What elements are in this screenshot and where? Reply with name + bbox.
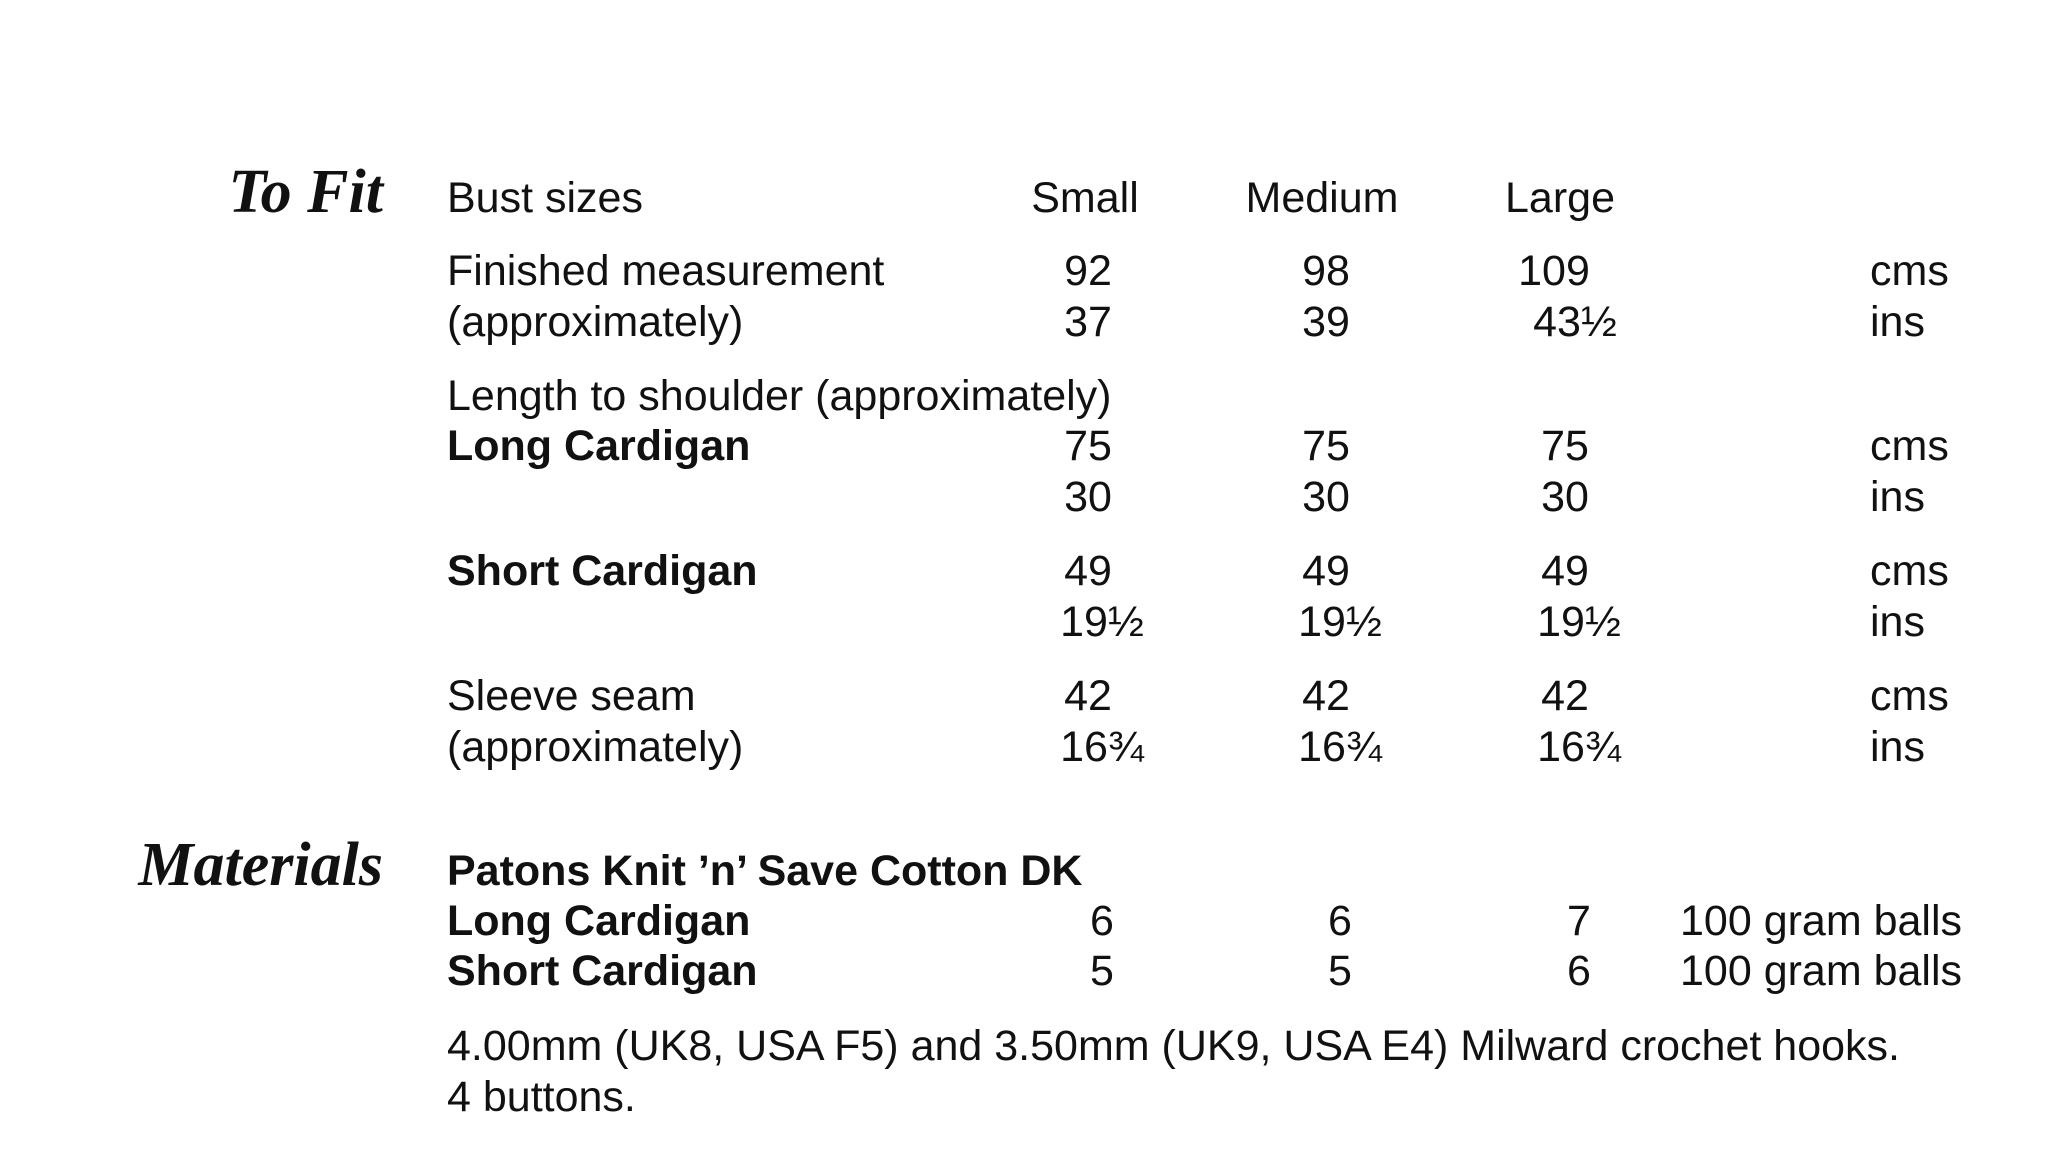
crochet-hooks-text: 4.00mm (UK8, USA F5) and 3.50mm (UK9, USA E4) Milward crochet hooks. [447, 1022, 1900, 1070]
finished-cms-large: 109 [1518, 247, 1590, 295]
short-length-ins-large: 19½ [1537, 598, 1621, 646]
long-length-unit-ins: ins [1870, 473, 1925, 521]
finished-ins-large: 43½ [1533, 298, 1617, 346]
finished-measurement-label: Finished measurement [447, 247, 885, 295]
to-fit-heading: To Fit [228, 158, 383, 226]
short-balls-unit: 100 gram balls [1680, 947, 1963, 995]
sleeve-ins-medium: 16¾ [1298, 723, 1382, 771]
long-length-ins-small: 30 [1064, 473, 1112, 521]
materials-heading: Materials [138, 831, 383, 899]
sleeve-seam-label: Sleeve seam [447, 672, 696, 720]
short-cardigan-length-label: Short Cardigan [447, 547, 758, 595]
short-length-ins-small: 19½ [1060, 598, 1144, 646]
finished-unit-cms: cms [1870, 247, 1949, 295]
short-length-cms-medium: 49 [1302, 547, 1350, 595]
sleeve-unit-ins: ins [1870, 723, 1925, 771]
long-length-cms-small: 75 [1064, 422, 1112, 470]
sleeve-ins-large: 16¾ [1537, 723, 1621, 771]
short-balls-small: 5 [1090, 947, 1114, 995]
finished-ins-small: 37 [1064, 298, 1112, 346]
size-medium-header: Medium [1245, 174, 1399, 222]
sleeve-cms-small: 42 [1064, 672, 1112, 720]
short-length-unit-cms: cms [1870, 547, 1949, 595]
long-length-unit-cms: cms [1870, 422, 1949, 470]
sleeve-unit-cms: cms [1870, 672, 1949, 720]
long-balls-large: 7 [1567, 897, 1591, 945]
short-length-ins-medium: 19½ [1298, 598, 1382, 646]
long-length-cms-large: 75 [1541, 422, 1589, 470]
finished-cms-medium: 98 [1302, 247, 1350, 295]
long-balls-small: 6 [1090, 897, 1114, 945]
long-balls-medium: 6 [1328, 897, 1352, 945]
long-balls-unit: 100 gram balls [1680, 897, 1963, 945]
short-length-cms-large: 49 [1541, 547, 1589, 595]
finished-measurement-approx-label: (approximately) [447, 298, 744, 346]
finished-cms-small: 92 [1064, 247, 1112, 295]
long-length-ins-medium: 30 [1302, 473, 1350, 521]
size-small-header: Small [1031, 174, 1139, 222]
sleeve-cms-large: 42 [1541, 672, 1589, 720]
bust-sizes-label: Bust sizes [447, 174, 643, 222]
short-length-unit-ins: ins [1870, 598, 1925, 646]
short-balls-large: 6 [1567, 947, 1591, 995]
short-length-cms-small: 49 [1064, 547, 1112, 595]
buttons-text: 4 buttons. [447, 1073, 636, 1121]
long-length-ins-large: 30 [1541, 473, 1589, 521]
long-length-cms-medium: 75 [1302, 422, 1350, 470]
short-cardigan-materials-label: Short Cardigan [447, 947, 758, 995]
size-large-header: Large [1505, 174, 1615, 222]
yarn-name: Patons Knit ’n’ Save Cotton DK [447, 847, 1083, 895]
sleeve-ins-small: 16¾ [1060, 723, 1144, 771]
finished-ins-medium: 39 [1302, 298, 1350, 346]
sleeve-cms-medium: 42 [1302, 672, 1350, 720]
sleeve-seam-approx-label: (approximately) [447, 723, 744, 771]
short-balls-medium: 5 [1328, 947, 1352, 995]
long-cardigan-length-label: Long Cardigan [447, 422, 751, 470]
finished-unit-ins: ins [1870, 298, 1925, 346]
length-to-shoulder-label: Length to shoulder (approximately) [447, 372, 1112, 420]
long-cardigan-materials-label: Long Cardigan [447, 897, 751, 945]
